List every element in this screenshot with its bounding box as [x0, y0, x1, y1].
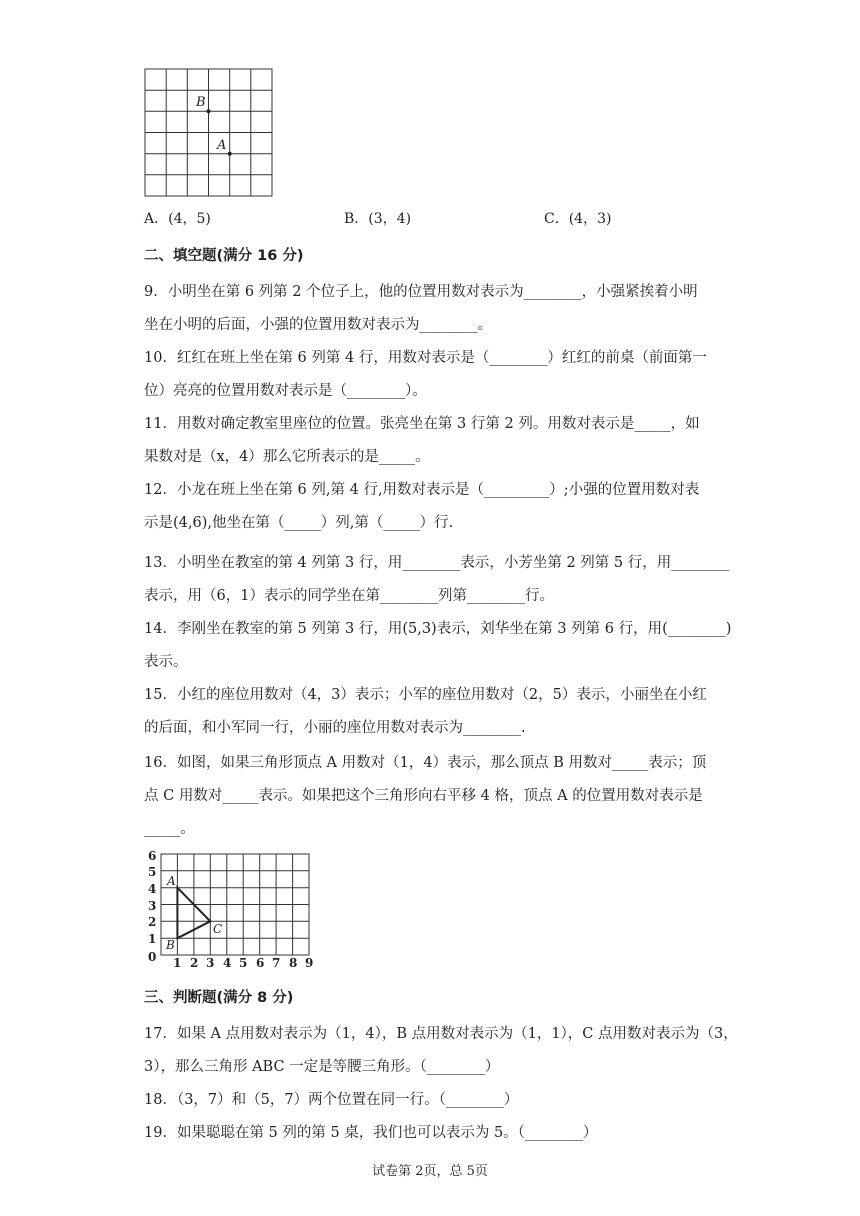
q19-line: 19．如果聪聪在第 5 列的第 5 桌，我们也可以表示为 5。（________） [144, 1125, 598, 1141]
vertex-b-label: B [166, 938, 175, 952]
q17-line-2: 3），那么三角形 ABC 一定是等腰三角形。（________） [144, 1059, 500, 1075]
y-label-6: 6 [148, 849, 157, 863]
section-3-title: 三、判断题(满分 8 分) [144, 990, 294, 1006]
q15-line-2: 的后面，和小军同一行，小丽的座位用数对表示为________. [144, 720, 526, 736]
q16-line-1: 16．如图，如果三角形顶点 A 用数对（1，4）表示，那么顶点 B 用数对_____表示；顶 [144, 755, 707, 771]
q12-line-1: 12．小龙在班上坐在第 6 列,第 4 行,用数对表示是（_________）;小强的位置用数对表 [144, 482, 700, 498]
q16-line-3: _____。 [144, 821, 195, 837]
q11-line-2: 果数对是（x，4）那么它所表示的是_____。 [144, 449, 430, 465]
x-label-5: 5 [239, 956, 248, 970]
grid-figure-1 [140, 64, 280, 200]
q14-line-1: 14．李刚坐在教室的第 5 列第 3 行，用(5,3)表示，刘华坐在第 3 列第 6 行，用(________) [144, 621, 732, 637]
point-b [207, 109, 211, 113]
x-label-9: 9 [305, 956, 314, 970]
page-footer: 试卷第 2页，总 5页 [372, 1164, 488, 1179]
option-a[interactable]: A．(4，5) [144, 211, 211, 227]
x-label-4: 4 [223, 956, 232, 970]
y-label-3: 3 [148, 899, 157, 913]
point-a [228, 152, 232, 156]
q9-line-2: 坐在小明的后面，小强的位置用数对表示为________。 [144, 317, 492, 333]
x-label-7: 7 [272, 956, 281, 970]
q18-line: 18．（3，7）和（5，7）两个位置在同一行。（________） [144, 1092, 519, 1108]
triangle-grid-figure [142, 848, 322, 970]
q14-line-2: 表示。 [144, 654, 188, 670]
x-label-2: 2 [190, 956, 199, 970]
q10-line-2: 位）亮亮的位置用数对表示是（________）。 [144, 383, 427, 399]
x-label-6: 6 [256, 956, 265, 970]
q15-line-1: 15．小红的座位用数对（4，3）表示；小军的座位用数对（2，5）表示，小丽坐在小红 [144, 687, 707, 703]
q16-line-2: 点 C 用数对_____表示。如果把这个三角形向右平移 4 格，顶点 A 的位置用数对表示是 [144, 788, 703, 804]
y-label-1: 1 [148, 932, 157, 946]
y-label-2: 2 [148, 915, 157, 929]
vertex-a-label: A [167, 874, 176, 888]
y-label-0: 0 [148, 950, 157, 964]
x-label-1: 1 [173, 956, 182, 970]
label-a: A [217, 138, 227, 153]
label-b: B [196, 95, 206, 110]
q9-line-1: 9．小明坐在第 6 列第 2 个位子上，他的位置用数对表示为________，小强紧挨着小明 [144, 284, 698, 300]
option-b[interactable]: B．(3，4) [344, 211, 412, 227]
q12-line-2: 示是(4,6),他坐在第（_____）列,第（_____）行. [144, 515, 454, 531]
option-c[interactable]: C．(4，3) [544, 211, 612, 227]
q11-line-1: 11．用数对确定教室里座位的位置。张亮坐在第 3 行第 2 列。用数对表示是_____，如 [144, 416, 700, 432]
q13-line-1: 13．小明坐在教室的第 4 列第 3 行，用________表示，小芳坐第 2 列第 5 行，用________ [144, 555, 730, 571]
q13-line-2: 表示，用（6，1）表示的同学坐在第________列第________行。 [144, 588, 554, 604]
x-label-3: 3 [206, 956, 215, 970]
y-label-5: 5 [148, 865, 157, 879]
y-label-4: 4 [148, 882, 157, 896]
q10-line-1: 10．红红在班上坐在第 6 列第 4 行，用数对表示是（________）红红的前桌（前面第一 [144, 350, 707, 366]
x-label-8: 8 [289, 956, 298, 970]
section-2-title: 二、填空题(满分 16 分) [144, 248, 304, 264]
q17-line-1: 17．如果 A 点用数对表示为（1，4），B 点用数对表示为（1，1），C 点用数对表示为（3， [144, 1026, 738, 1042]
vertex-c-label: C [213, 922, 223, 936]
